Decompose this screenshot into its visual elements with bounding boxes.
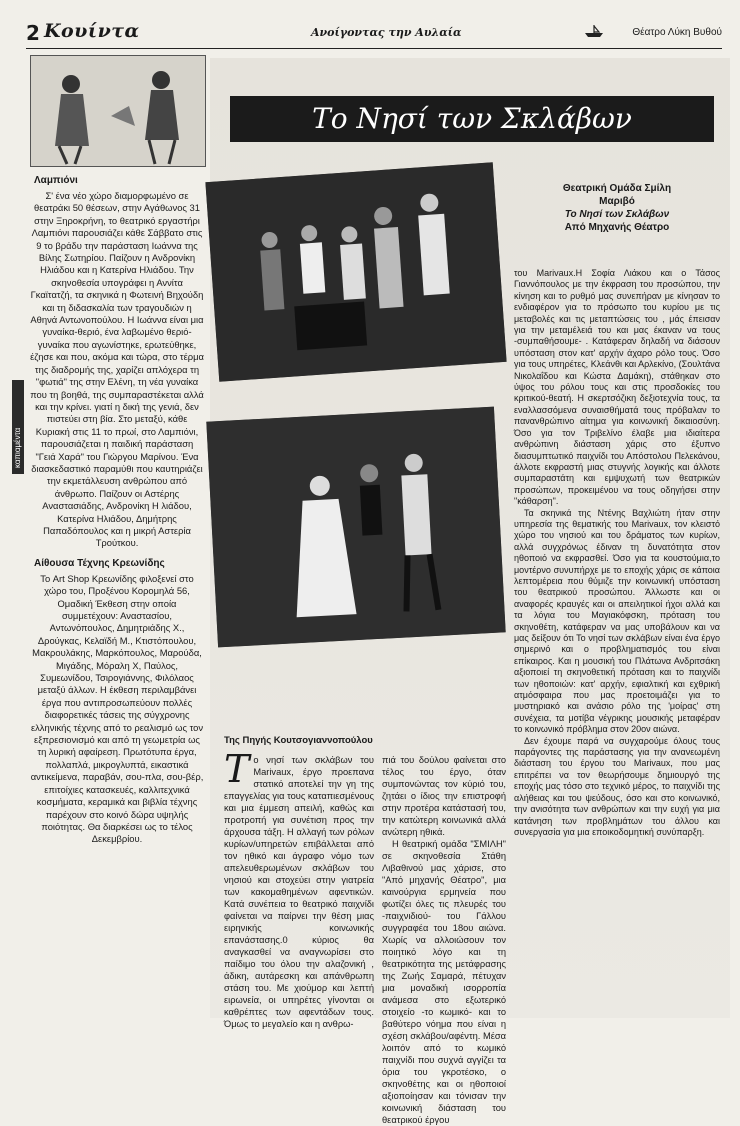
article-column-3: του Marivaux.Η Σοφία Λιάκου και ο Τάσος Γιαννόπουλος με την έκφραση του προσώπου, την κίνηση και το ρυθμό μας συνεπήραν με κίνησαν το ενδιαφέρον για το πρόσωπο του κυρίου με τις μεταβολές και τις μεταπτώσεις του , μάς έπεισαν για την μεταμέλειά του και μας έκαναν να τους -συμπαθήσουμε- . Κατάφεραν δηλαδή να διάσουν υπόσταση στον κατ' αρχήν άχαρο ρόλο τους. Όσο για τους υπηρέτες, Κλεάνθι και Αρλεκίνο, (Σουλτάνα Νικολαΐδου και Κώστα Δαμάκη), στάθηκαν στο ύψος του ρόλου τους και στις προσδοκίες του κριτικού-θεατή. Η σκερτσόζικη δεξιοτεχνία τους, τα εναλλασσόμενα συναισθήματά τους πρόβαλαν το πανανθρώπινο αίτημα για κοινωνική δικαιοσύνη. Όσο για τον Τριβελίνο έλαβε μια ιδιαίτερα ανθρώπινη διάσταση χάρις στο έξυπνο διασυμπτωτικό παιχνίδι του Απόστολου Πελεκάνου, άλλοτε εκφραστή μιας στυγνής λογικής και άλλοτε συμπαραστάτη και εμψυχωτή των θεατρικών προσώπων, προκειμένου να τους οδηγήσει στην "κάθαρση". Τα σκηνικά της Ντένης Βαχλιώτη ήταν στην υπηρεσία της θεματικής του Marivaux, τον κλειστό χώρο του νησιού και του δράματος των κυρίων, αλλά συγχρόνως έδιναν τη δυνατότητα στον ηθοποιό να εκφρασθεί. Όσο για τα κουστούμια,το μοντέρνο συνυπήρχε με το εποχής χάρις σε κάποια λεπτομέρεια που θύμιζε την κοινωνική υπόσταση του θεατρικού προσώπου. Άλλωστε και οι αναφορές κραυγές και οι απειλητικοί ήχοι αλλά και τα λόγια του Μαγιακόφσκη, πρόταση του σκηνοθέτη, κατάφεραν να μας υποβάλουν και να μας δείξουν ότι Το νησί των σκλάβων είναι ένα έργο σημερινό και ο προβληματισμός του είναι επίκαιρος. Και η μουσική του Πλάτωνα Ανδριτσάκη αξιοποιεί τη σκηνοθετική πρόταση και το παιχνίδι των ηθοποιών: κατ' αρχήν, εφιαλτική και εχθρική ατμόσφαιρα που μας προετοιμάζει για το μυστηριακό και ανάσιο ρόλο της 'μοίρας' στη συνέχεια, τα μοτίβα νέγρικης μουσικής μεταφέραν το κοινωνικό πρόβλημα στον 20ον αιώνα. Δεν έχουμε παρά να συγχαρούμε όλους τους παράγοντες της παράστασης για την ανανεωμένη διάσταση του έργου του Marivaux, που μας επιτρέπει να τον θεωρήσουμε δημιουργό της εποχής μας τόσο στο τεχνικό μέρος, το παιχνίδι της αλήθειας και του ψεύδους, όσο και στο κοινωνικό, την ανισότητα των ανθρώπων και την ευχή για μια κατάνηση των προβλημάτων του άλλου και συνεργασία για μια εποικοδομητική συνύπαρξη. [514,268,720,837]
title-banner [230,96,714,142]
section-title: Ανοίγοντας την Αυλαία [311,26,462,39]
photo-icon [206,407,505,648]
article-column-2: πιά του δούλου φαίνεται στο τέλος του έργο, όταν συμπονώντας τον κύριό του, ζητάει ο ίδιος την επιστροφή στην προτέρα κατάστασή του, την κατώτερη κοινωνικά αλλά ανώτερη ηθικά. Η θεατρική ομάδα "ΣΜΙΛΗ" σε σκηνοθεσία Στάθη Λιβαθινού μας χάρισε, στο "Από μηχανής Θέατρο", μια καινούργια ερμηνεία που φωτίζει όλες τις πλευρές του -παιχνιδιού- του Γάλλου συγγραφέα του 18ου αιώνα. Χωρίς να αλλοιώσουν τον ποιητικό λόγο και τη θεατρικότητα της μετάφρασης της Ζωής Σαμαρά, πέτυχαν μια μοναδική ισορροπία ανάμεσα στο εξωτερικό στοιχείο -το κωμικό- και το βαθύτερο νόημα που είναι η σχέση σκλάβου/αφέντη. Μέσα λοιπόν από το κωμικό παιχνίδι που συχνά αγγίζει τα όρια του γκροτέσκο, ο σκηνοθέτης και οι ηθοποιοί αξιοποίησαν και τόνισαν την κοινωνική διάσταση του θεατρικού έργου [382,755,506,1125]
article-column-1: Τ ο νησί των σκλάβων του Marivaux, έργο προεπανα στατικό αποτελεί την γη της επαγγελίας για τους καταπιεσμένους και μια έμμεση απειλή, καθώς και προτροπή για συνέτιση προς την άρχουσα τάξη. Η αλλαγή των ρόλων κυρίων/υπηρετών επιβάλλεται από τον ηθικό και άγραφο νόμο των απελευθερωμένων σκλάβων του νησιού και στοχεύει στην γιατρεία των κακομαθημένων αφεντικών. Κατά συνέπεια το θεατρικό παιχνίδι φαίνεται να παίρνει την θέση μιας ειρηνικής κοινωνικής επανάστασης.0 κύριος θα αναγκασθεί να αναγνωρίσει στο παίδιμο του όλου την αλαζονική , άδικη, αυτάρεσκη και απάνθρωπη στάση του. Με χιούμορ και λεπτή ειρωνεία, οι υπηρέτες γίνονται οι καθρέπτες των αφεντάδων τους. Όμως το μεγαλείο και η ανθρω- [224,747,374,1029]
magazine-title: Κουίντα [44,20,140,42]
drop-cap: Τ [224,747,250,791]
left-column [30,55,204,846]
kreonidis-text: Το Art Shop Κρεωνίδης φιλοξενεί στο χώρο του, Προξένου Κορομηλά 56, Ομαδική Έκθεση στην οποία συμμετέχουν: Αναστασίου, Αντωνόπουλος, Δημητριάδης Χ., Δρούγκας, Κελαϊδή Μ., Κτιστόπουλου, Μακρουλάκης, Μαρκόπουλος, Μαρούδα, Μιγάδης, Μόραλη Χ, Παύλος, Συμεωνίδου, Τσιρογιάννης, Φιλόλαος μεταξύ άλλων. Η έκθεση περιλαμβάνει έργα που αντιπροσωπεύουν πολλές διαφορετικές τάσεις της σύγχρονης ελληνικής τέχνης από το ρεαλισμό ως τον εξπρεσιονισμό και από τη γεωμετρία ως τη λυρική αφαίρεση. Πρωτότυπα έργα, πολλαπλά, μικρογλυπτά, εικαστικά αντικείμενα, παραβάν, σου-πλα, σου-βέρ, επιτοίχιες κατασκευές, καλλιτεχνικά κοσμήματα, κεραμικά και βιβλία τέχνης παρέχουν στο κοινό δώρα υψηλής ποιότητας. Θα διαρκέσει ως το τέλος Δεκεμβρίου. [30,572,204,845]
side-tab: καπιαμέντα [12,380,24,474]
kreonidis-heading: Αίθουσα Τέχνης Κρεωνίδης [34,557,165,569]
theatre-name: Θέατρο Λύκη Βυθού [632,27,722,38]
illustration [30,55,206,167]
page-header [26,18,722,49]
article-title: Το Νησί των Σκλάβων [312,102,632,135]
actors-illustration-icon [31,56,205,166]
page-number: 2 [26,21,40,45]
stage-photo-2 [206,407,505,648]
ship-icon [584,24,604,38]
production-credit: Θεατρική Ομάδα Σμίλη Μαριβό Το Νησί των Σκλάβων Από Μηχανής Θέατρο [562,183,672,233]
lampioni-heading: Λαμπιόνι [34,175,78,186]
stage-photo-1 [205,162,506,382]
lampioni-text: Σ' ένα νέο χώρο διαμορφωμένο σε θεατράκι 50 θέσεων, στην Αγάθωνος 31 στην Ξηροκρήνη, το θεατρικό εργαστήρι Λαμπιόνι παρουσιάζει κάθε Σάββατο στις 9 το βράδυ την παράσταση Ιωάννα της Βίλης Σωτηρίου. Παίζουν η Ανδρονίκη Ηλιάδου και η Κατερίνα Ηλιάδου. Την σκηνοθεσία υπογράφει η Αννίτα Γκαϊτατζή, τα σκηνικά η Φωτεινή Βηχούδη και τη διδασκαλία των τραγουδιών η Αθηνά Αντωνοπούλου. Η Ιωάννα είναι μια γυναίκα-θεριό, ένα λαβωμένο θεριό-γυναίκα που αγωνίστηκε, ερωτεύθηκε, έζησε και που, ακόμα και τώρα, στο τέρμα της διαδρομής της, χαρίζει απλόχερα τη "φωτιά" της στην Ελένη, τη νέα γυναίκα που τη βοηθά, της συμπαραστέκεται αλλά και την κρίνει. γιατί η δική της γενιά, δεν πιστεύει στη βία. Στο μεταξύ, κάθε Κυριακή στις 11 το πρωί, στο Λαμπιόνι, παρουσιάζεται η παιδική παράσταση "Γειά Χαρά" του Γιώργου Μαρίνου. Ένα διασκεδαστικό παραμύθι που καυτηριάζει την εκμετάλλευση ανθρώπου από άνθρωπο. Παίζουν οι Αστέρης Αναστασιάδης, Ανδρονίκη Η λιάδου, Κατερίνα Ηλιάδου, Δημήτρης Παπαδόπουλος και η μικρή Αστερία Τρούτκου. [30,190,204,549]
article-author: Της Πηγής Κουτσογιαννοπούλου [224,735,373,746]
photo-icon [205,162,506,382]
